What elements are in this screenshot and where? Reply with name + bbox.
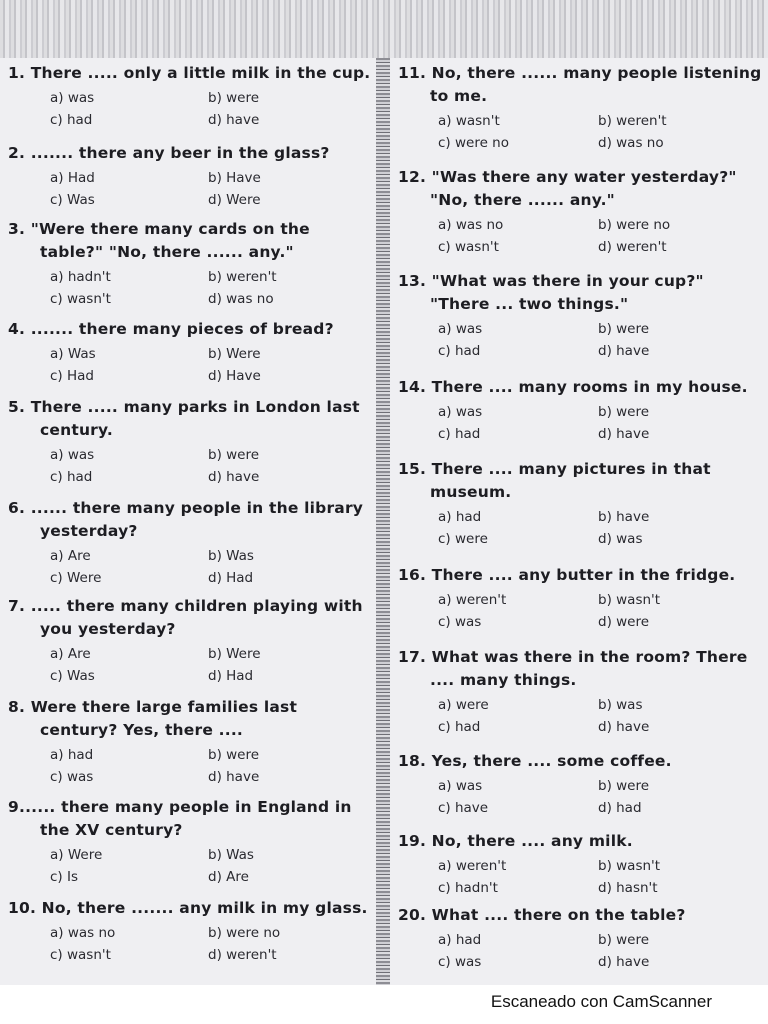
option-d[interactable]: d) have bbox=[598, 954, 650, 970]
option-a[interactable]: a) hadn't bbox=[50, 269, 111, 285]
question-6 bbox=[8, 497, 374, 591]
answer-options bbox=[398, 401, 762, 447]
question-1 bbox=[8, 62, 374, 133]
question-13 bbox=[398, 270, 762, 364]
question-text: 3. "Were there many cards on the table?" "No, there ...... any." bbox=[8, 220, 310, 261]
answer-options bbox=[8, 444, 374, 490]
answer-options bbox=[8, 844, 374, 890]
option-a[interactable]: a) weren't bbox=[438, 592, 507, 608]
question-text: 2. ....... there any beer in the glass? bbox=[8, 144, 330, 162]
question-text: 6. ...... there many people in the library yesterday? bbox=[8, 499, 364, 540]
option-d[interactable]: d) weren't bbox=[208, 947, 277, 963]
option-c[interactable]: c) Were bbox=[50, 570, 102, 586]
option-a[interactable]: a) was no bbox=[50, 925, 116, 941]
option-d[interactable]: d) have bbox=[208, 112, 260, 128]
option-b[interactable]: b) weren't bbox=[598, 113, 667, 129]
option-b[interactable]: b) was bbox=[598, 697, 643, 713]
option-c[interactable]: c) were no bbox=[438, 135, 509, 151]
question-4 bbox=[8, 318, 374, 389]
option-d[interactable]: d) was no bbox=[208, 291, 274, 307]
option-c[interactable]: c) Is bbox=[50, 869, 78, 885]
option-d[interactable]: d) Have bbox=[208, 368, 261, 384]
question-text: 20. What .... there on the table? bbox=[398, 906, 686, 924]
question-16 bbox=[398, 564, 762, 635]
option-d[interactable]: d) have bbox=[208, 769, 260, 785]
option-d[interactable]: d) have bbox=[598, 426, 650, 442]
question-text: 8. Were there large families last century? Yes, there .... bbox=[8, 698, 298, 739]
option-c[interactable]: c) Was bbox=[50, 192, 95, 208]
option-d[interactable]: d) have bbox=[208, 469, 260, 485]
option-c[interactable]: c) hadn't bbox=[438, 880, 498, 896]
answer-options bbox=[398, 855, 762, 901]
answer-options bbox=[398, 214, 762, 260]
option-a[interactable]: a) Are bbox=[50, 646, 91, 662]
question-text: 7. ..... there many children playing with you yesterday? bbox=[8, 597, 363, 638]
question-text: 10. No, there ....... any milk in my glass. bbox=[8, 899, 368, 917]
option-c[interactable]: c) have bbox=[438, 800, 489, 816]
option-b[interactable]: b) were bbox=[598, 321, 650, 337]
option-c[interactable]: c) Was bbox=[50, 668, 95, 684]
question-15 bbox=[398, 458, 762, 552]
question-9 bbox=[8, 796, 374, 890]
question-text: 1. There ..... only a little milk in the cup. bbox=[8, 64, 371, 82]
option-d[interactable]: d) weren't bbox=[598, 239, 667, 255]
option-b[interactable]: b) were bbox=[598, 778, 650, 794]
question-text: 17. What was there in the room? There .... many things. bbox=[398, 648, 748, 689]
option-a[interactable]: a) was bbox=[438, 404, 483, 420]
option-c[interactable]: c) had bbox=[50, 469, 93, 485]
question-11 bbox=[398, 62, 762, 156]
option-a[interactable]: a) was no bbox=[438, 217, 504, 233]
question-text: 16. There .... any butter in the fridge. bbox=[398, 566, 736, 584]
option-a[interactable]: a) was bbox=[438, 778, 483, 794]
question-18 bbox=[398, 750, 762, 821]
answer-options bbox=[8, 266, 374, 312]
question-3 bbox=[8, 218, 374, 312]
option-b[interactable]: b) were bbox=[208, 747, 260, 763]
option-d[interactable]: d) was bbox=[598, 531, 643, 547]
answer-options bbox=[8, 87, 374, 133]
option-d[interactable]: d) Are bbox=[208, 869, 249, 885]
option-d[interactable]: d) was no bbox=[598, 135, 664, 151]
option-c[interactable]: c) were bbox=[438, 531, 488, 547]
option-b[interactable]: b) wasn't bbox=[598, 858, 661, 874]
option-c[interactable]: c) had bbox=[438, 719, 481, 735]
option-a[interactable]: a) Was bbox=[50, 346, 96, 362]
option-c[interactable]: c) had bbox=[438, 343, 481, 359]
question-17 bbox=[398, 646, 762, 740]
question-text: 13. "What was there in your cup?" "There ... two things." bbox=[398, 272, 704, 313]
answer-options bbox=[398, 110, 762, 156]
option-b[interactable]: b) were bbox=[598, 404, 650, 420]
option-d[interactable]: d) have bbox=[598, 343, 650, 359]
option-c[interactable]: c) wasn't bbox=[50, 947, 111, 963]
question-text: 12. "Was there any water yesterday?" "No, there ...... any." bbox=[398, 168, 737, 209]
question-10 bbox=[8, 897, 374, 968]
question-5 bbox=[8, 396, 374, 490]
option-b[interactable]: b) weren't bbox=[208, 269, 277, 285]
option-a[interactable]: a) had bbox=[50, 747, 94, 763]
option-c[interactable]: c) wasn't bbox=[50, 291, 111, 307]
question-text: 15. There .... many pictures in that museum. bbox=[398, 460, 711, 501]
question-text: 5. There ..... many parks in London last century. bbox=[8, 398, 360, 439]
question-7 bbox=[8, 595, 374, 689]
answer-options bbox=[8, 643, 374, 689]
question-text: 11. No, there ...... many people listening to me. bbox=[398, 64, 762, 105]
option-a[interactable]: a) were bbox=[438, 697, 489, 713]
option-b[interactable]: b) Were bbox=[208, 646, 261, 662]
option-b[interactable]: b) wasn't bbox=[598, 592, 661, 608]
option-b[interactable]: b) Were bbox=[208, 346, 261, 362]
scanner-watermark: Escaneado con CamScanner bbox=[490, 992, 712, 1011]
option-d[interactable]: d) Had bbox=[208, 668, 254, 684]
column-divider bbox=[376, 58, 390, 985]
option-b[interactable]: b) were bbox=[208, 90, 260, 106]
option-c[interactable]: c) was bbox=[438, 614, 482, 630]
answer-options bbox=[8, 744, 374, 790]
answer-options bbox=[398, 694, 762, 740]
option-a[interactable]: a) Are bbox=[50, 548, 91, 564]
question-8 bbox=[8, 696, 374, 790]
option-b[interactable]: b) Was bbox=[208, 548, 254, 564]
question-14 bbox=[398, 376, 762, 447]
question-text: 19. No, there .... any milk. bbox=[398, 832, 633, 850]
option-c[interactable]: c) was bbox=[50, 769, 94, 785]
option-b[interactable]: b) were bbox=[598, 932, 650, 948]
question-2 bbox=[8, 142, 374, 213]
option-a[interactable]: a) Had bbox=[50, 170, 95, 186]
option-b[interactable]: b) were no bbox=[208, 925, 281, 941]
option-a[interactable]: a) weren't bbox=[438, 858, 507, 874]
question-text: 9...... there many people in England in the XV century? bbox=[8, 798, 352, 839]
option-a[interactable]: a) had bbox=[438, 932, 482, 948]
option-b[interactable]: b) Have bbox=[208, 170, 261, 186]
answer-options bbox=[398, 506, 762, 552]
option-a[interactable]: a) was bbox=[50, 447, 95, 463]
question-20 bbox=[398, 904, 762, 975]
answer-options bbox=[8, 167, 374, 213]
option-b[interactable]: b) Was bbox=[208, 847, 254, 863]
answer-options bbox=[398, 929, 762, 975]
answer-options bbox=[398, 318, 762, 364]
option-c[interactable]: c) had bbox=[50, 112, 93, 128]
option-b[interactable]: b) were bbox=[208, 447, 260, 463]
scan-noise-band bbox=[0, 0, 768, 62]
option-b[interactable]: b) have bbox=[598, 509, 650, 525]
answer-options bbox=[8, 545, 374, 591]
option-c[interactable]: c) Had bbox=[50, 368, 94, 384]
option-a[interactable]: a) had bbox=[438, 509, 482, 525]
option-d[interactable]: d) hasn't bbox=[598, 880, 658, 896]
option-c[interactable]: c) was bbox=[438, 954, 482, 970]
option-d[interactable]: d) were bbox=[598, 614, 650, 630]
answer-options bbox=[8, 922, 374, 968]
answer-options bbox=[398, 589, 762, 635]
question-19 bbox=[398, 830, 762, 901]
option-c[interactable]: c) wasn't bbox=[438, 239, 499, 255]
answer-options bbox=[398, 775, 762, 821]
option-d[interactable]: d) had bbox=[598, 800, 642, 816]
question-text: 4. ....... there many pieces of bread? bbox=[8, 320, 334, 338]
option-a[interactable]: a) was bbox=[50, 90, 95, 106]
question-12 bbox=[398, 166, 762, 260]
question-text: 18. Yes, there .... some coffee. bbox=[398, 752, 672, 770]
option-a[interactable]: a) wasn't bbox=[438, 113, 500, 129]
option-a[interactable]: a) was bbox=[438, 321, 483, 337]
question-text: 14. There .... many rooms in my house. bbox=[398, 378, 748, 396]
option-c[interactable]: c) had bbox=[438, 426, 481, 442]
answer-options bbox=[8, 343, 374, 389]
option-d[interactable]: d) Were bbox=[208, 192, 261, 208]
option-d[interactable]: d) have bbox=[598, 719, 650, 735]
option-d[interactable]: d) Had bbox=[208, 570, 254, 586]
option-a[interactable]: a) Were bbox=[50, 847, 103, 863]
option-b[interactable]: b) were no bbox=[598, 217, 671, 233]
